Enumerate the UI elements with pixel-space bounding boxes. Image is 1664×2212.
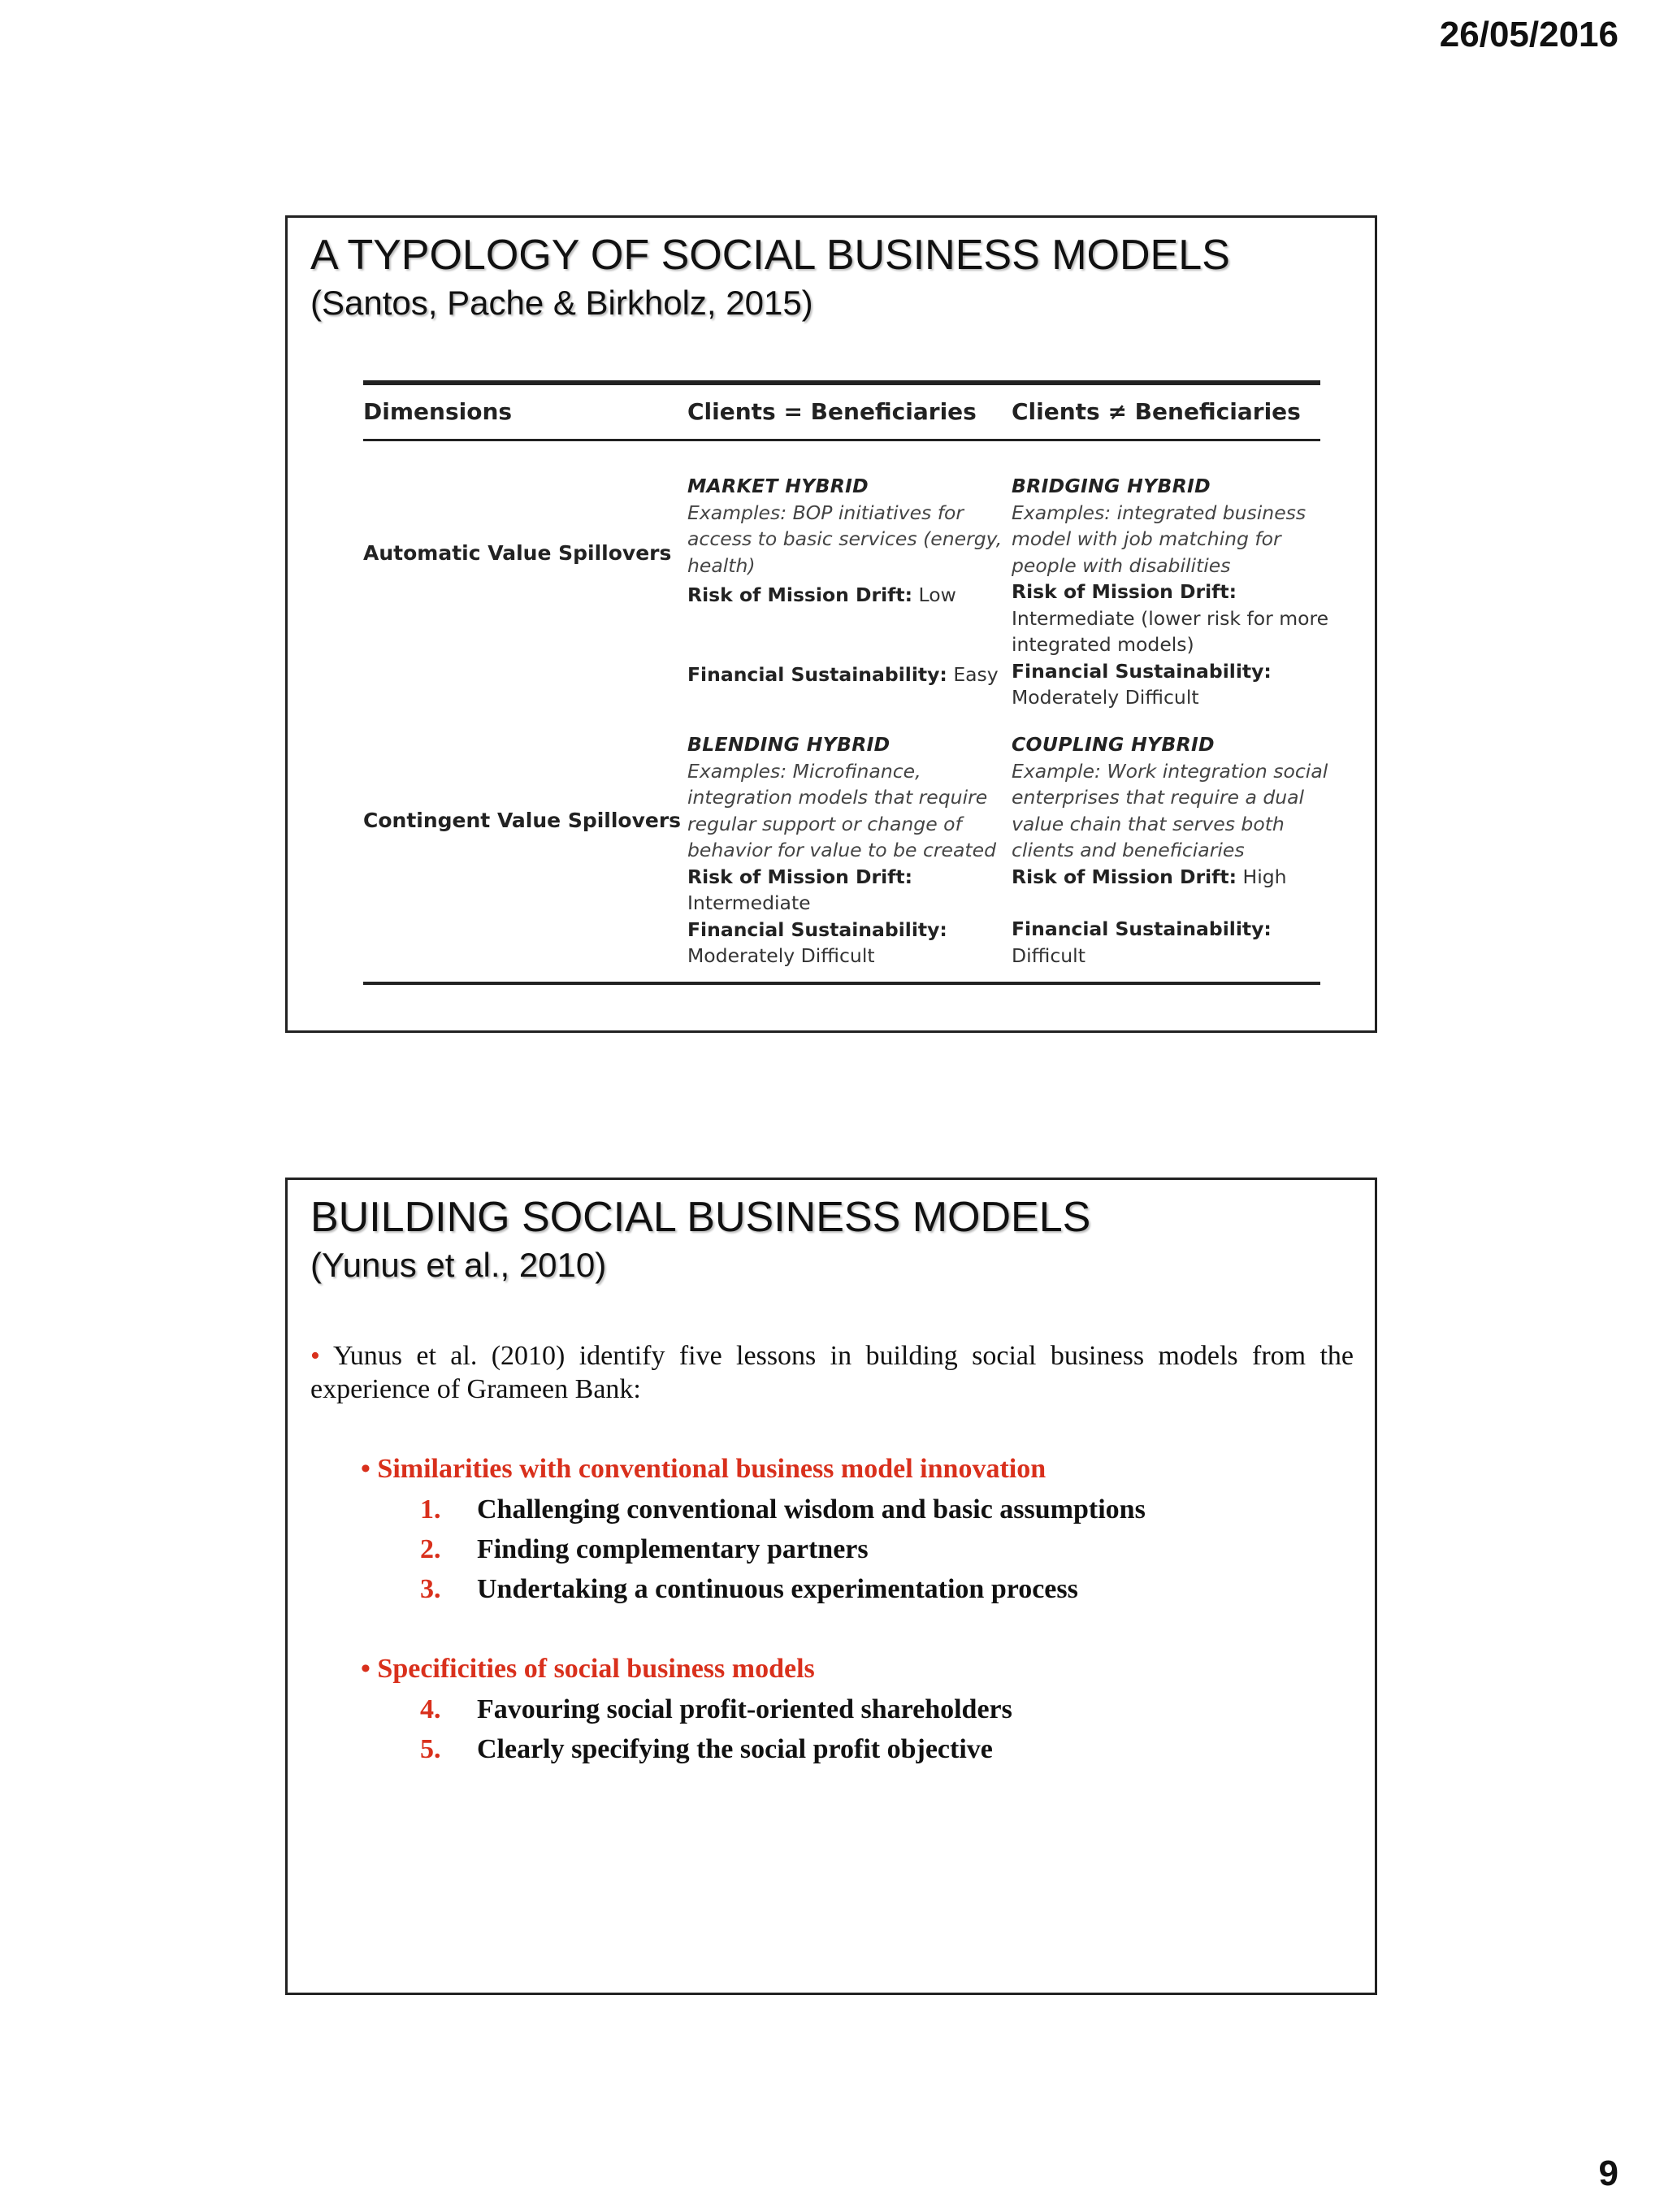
fin-label: Financial Sustainability: (687, 662, 947, 686)
table-header-row (363, 385, 1320, 439)
lesson-item (420, 1494, 1314, 1526)
risk-value: Intermediate (lower risk for more integrated models) (1012, 606, 1329, 656)
lesson-text: Finding complementary partners (477, 1534, 869, 1564)
cell-title: BLENDING HYBRID (687, 733, 890, 756)
lesson-text: Undertaking a continuous experimentation process (477, 1574, 1078, 1604)
table-header-rule (363, 439, 1320, 441)
lesson-item (420, 1573, 1314, 1606)
lesson-number: 5. (420, 1734, 441, 1764)
cell-examples: Examples: integrated business model with job matching for people with disabilities (1012, 501, 1306, 577)
header-clients-not-equal: Clients ≠ Beneficiaries (1012, 398, 1301, 425)
bullet-marker: • (310, 1341, 320, 1371)
fin-value: Difficult (1012, 943, 1086, 967)
cell-title: MARKET HYBRID (687, 475, 869, 497)
lesson-number: 1. (420, 1494, 441, 1525)
cell-title: BRIDGING HYBRID (1012, 475, 1211, 497)
risk-label: Risk of Mission Drift: (1012, 580, 1237, 603)
slide-title: BUILDING SOCIAL BUSINESS MODELS (310, 1194, 1091, 1241)
fin-label: Financial Sustainability: (1012, 917, 1272, 940)
lesson-item (420, 1694, 1314, 1726)
row-label: Contingent Value Spillovers (363, 809, 682, 832)
slide-building (285, 1178, 1377, 1995)
risk-label: Risk of Mission Drift: (1012, 865, 1237, 888)
cell-bridging-hybrid (1012, 473, 1330, 711)
cell-examples: Examples: Microfinance, integration models that require regular support or change of behavior for value to be created (687, 759, 996, 861)
cell-examples: Examples: BOP initiatives for access to basic services (energy, health) (687, 501, 1003, 577)
lesson-text: Challenging conventional wisdom and basic assumptions (477, 1494, 1146, 1525)
table-bottom-rule (363, 982, 1320, 985)
group-heading-specificities: • Specificities of social business models (361, 1654, 815, 1684)
cell-coupling-hybrid (1012, 731, 1330, 969)
intro-paragraph (310, 1339, 1354, 1406)
lesson-item (420, 1733, 1314, 1766)
lesson-number: 3. (420, 1574, 441, 1604)
fin-label: Financial Sustainability: (1012, 659, 1272, 683)
lesson-number: 2. (420, 1534, 441, 1564)
risk-value: Intermediate (687, 891, 811, 914)
risk-label: Risk of Mission Drift: (687, 865, 913, 888)
cell-title: COUPLING HYBRID (1012, 733, 1215, 756)
lesson-number: 4. (420, 1694, 441, 1724)
lesson-text: Favouring social profit-oriented shareholders (477, 1694, 1012, 1724)
slide-title: A TYPOLOGY OF SOCIAL BUSINESS MODELS (310, 232, 1230, 279)
slide-subtitle: (Santos, Pache & Birkholz, 2015) (310, 284, 813, 322)
risk-value: High (1242, 865, 1287, 888)
fin-value: Moderately Difficult (1012, 686, 1199, 709)
intro-text: Yunus et al. (2010) identify five lessons in building social business models from the experience of Grameen Bank: (310, 1341, 1354, 1404)
header-dimensions: Dimensions (363, 398, 513, 425)
risk-value: Low (918, 583, 956, 606)
page-number: 9 (1598, 2153, 1618, 2193)
header-clients-equal: Clients = Beneficiaries (687, 398, 977, 425)
typology-table (363, 380, 1329, 967)
slide-subtitle: (Yunus et al., 2010) (310, 1246, 607, 1284)
fin-value: Easy (953, 662, 999, 686)
cell-examples: Example: Work integration social enterprises that require a dual value chain that serves both clients and beneficiaries (1012, 759, 1328, 861)
group-heading-similarities: • Similarities with conventional business model innovation (361, 1454, 1046, 1484)
fin-label: Financial Sustainability: (687, 917, 947, 941)
lesson-item (420, 1533, 1314, 1566)
slide-typology (285, 215, 1377, 1033)
lesson-text: Clearly specifying the social profit objective (477, 1734, 993, 1764)
page-date: 26/05/2016 (1439, 15, 1618, 54)
cell-market-hybrid (687, 473, 1006, 687)
fin-value: Moderately Difficult (687, 944, 875, 967)
risk-label: Risk of Mission Drift: (687, 583, 913, 606)
cell-blending-hybrid (687, 731, 1006, 969)
row-label: Automatic Value Spillovers (363, 541, 672, 565)
